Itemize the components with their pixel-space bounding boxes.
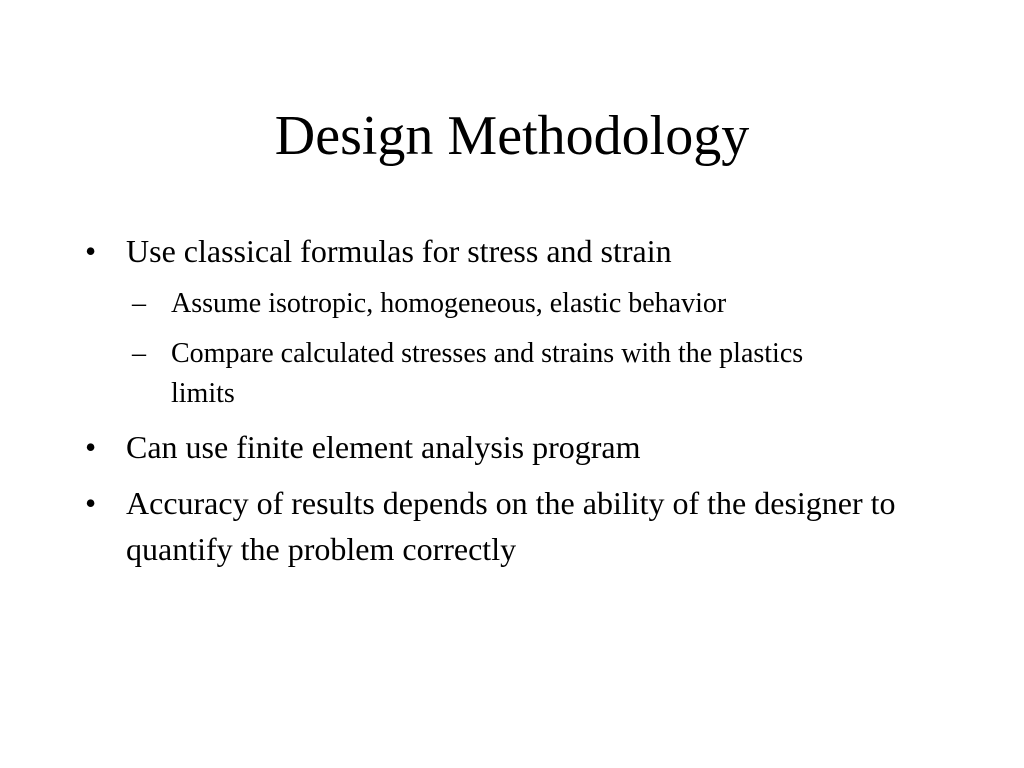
bullet-text: Use classical formulas for stress and strain bbox=[126, 233, 672, 269]
sub-bullet-item bbox=[132, 334, 871, 414]
bullet-item bbox=[85, 424, 945, 470]
sub-bullet-text: Assume isotropic, homogeneous, elastic behavior bbox=[171, 288, 727, 319]
bullet-item bbox=[85, 480, 945, 572]
bullet-text: Can use finite element analysis program bbox=[126, 429, 641, 465]
sub-bullet-marker: – bbox=[132, 338, 146, 369]
bullet-marker: • bbox=[85, 429, 97, 465]
sub-bullet-marker: – bbox=[132, 288, 146, 319]
bullet-item bbox=[85, 228, 945, 274]
sub-bullet-text: Compare calculated stresses and strains with the plastics limits bbox=[171, 338, 804, 409]
bullet-marker: • bbox=[85, 485, 97, 521]
slide-title: Design Methodology bbox=[274, 105, 750, 167]
bullet-marker: • bbox=[85, 233, 97, 269]
bullet-text: Accuracy of results depends on the ability of the designer to quantify the problem correctly bbox=[126, 485, 896, 567]
bullet-list bbox=[85, 228, 945, 582]
sub-bullet-list bbox=[85, 284, 945, 414]
sub-bullet-item bbox=[132, 284, 945, 324]
